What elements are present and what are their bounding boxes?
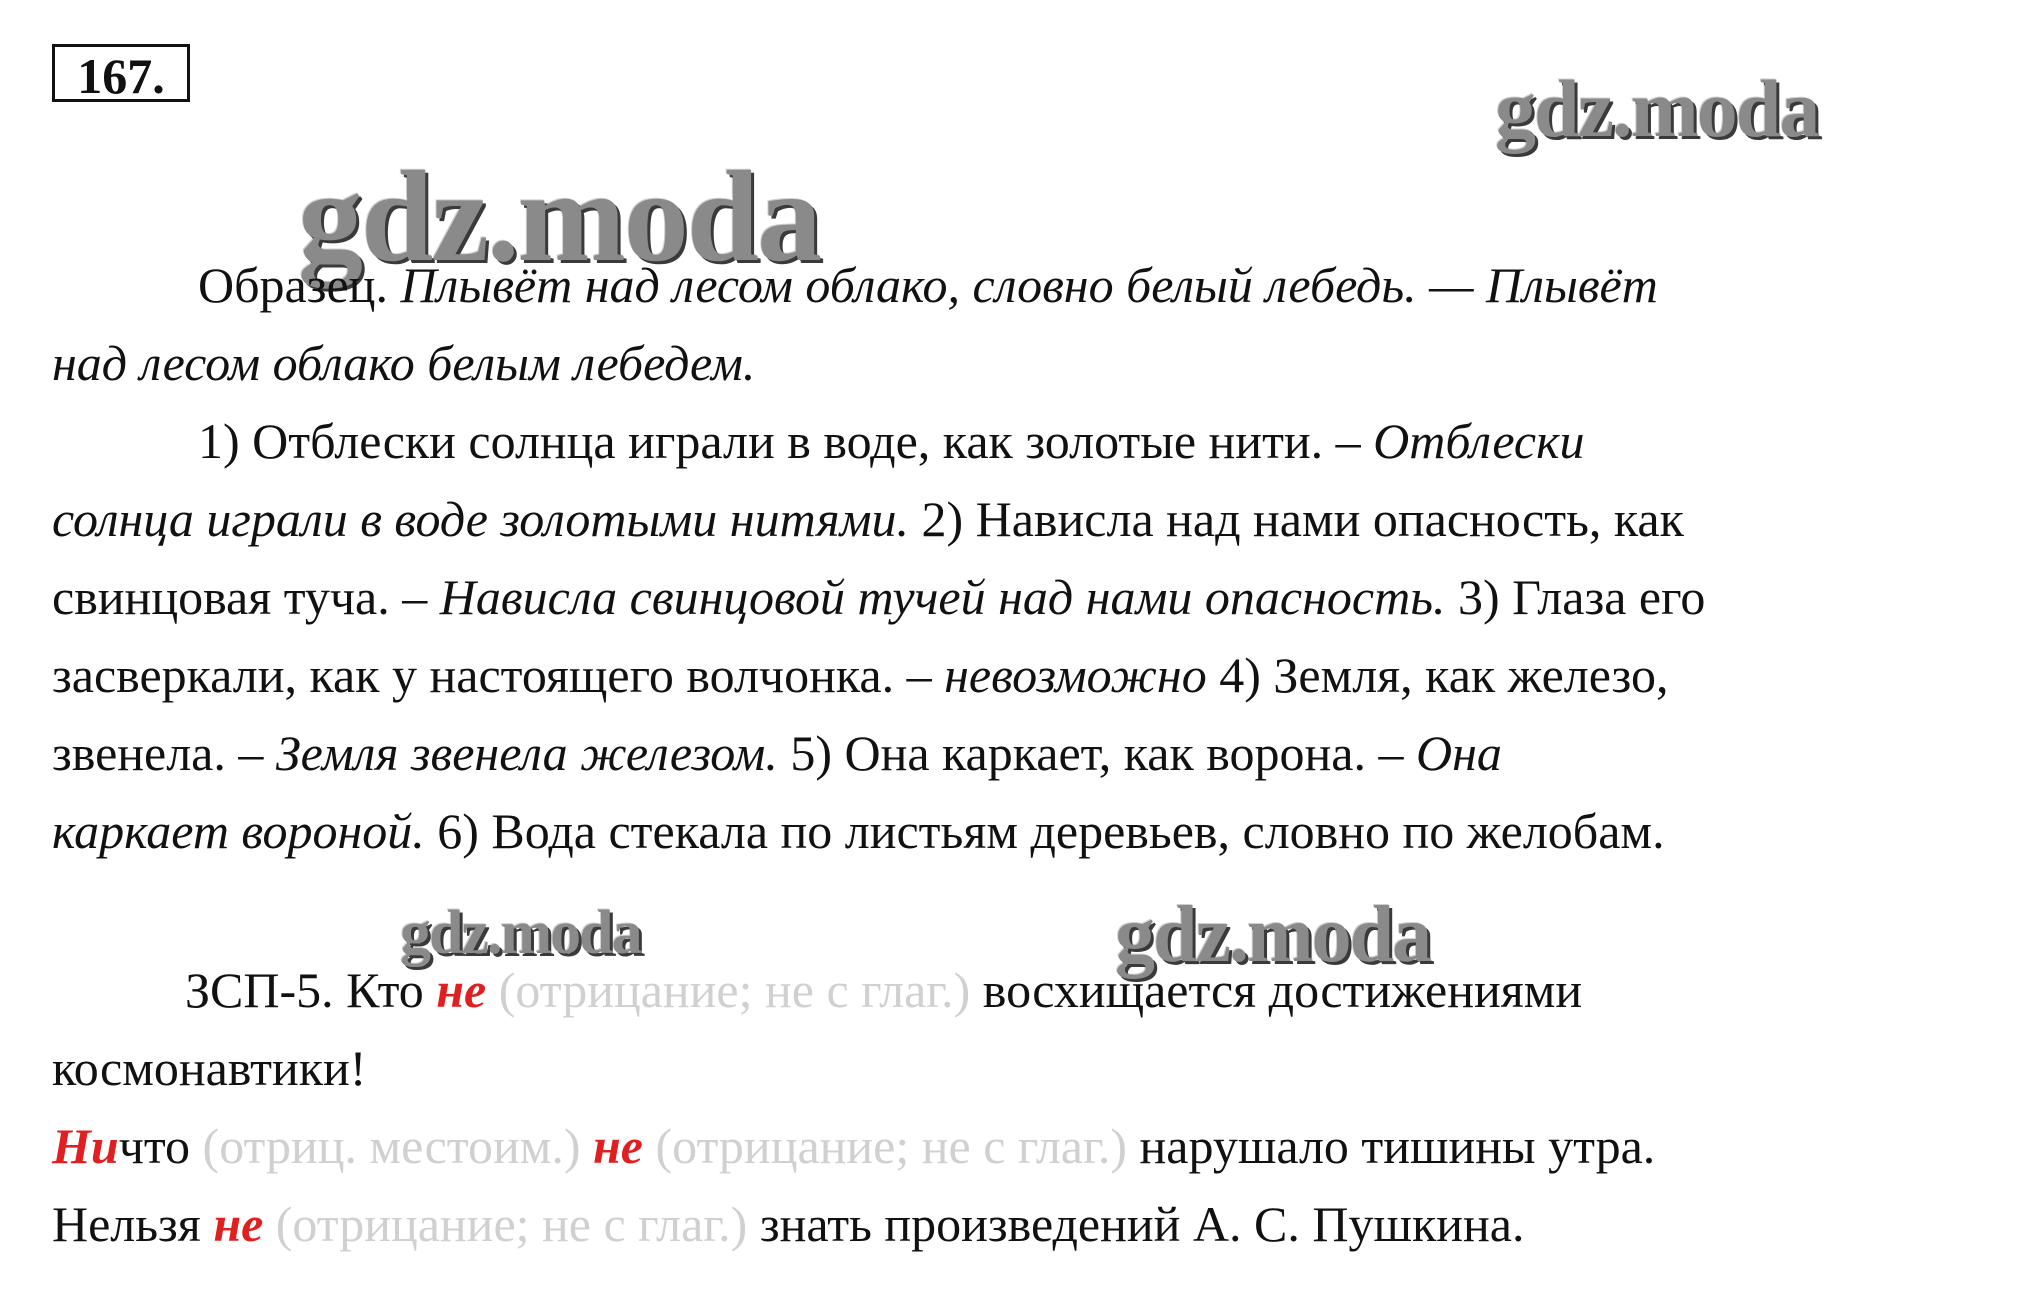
particle-highlight: не	[593, 1118, 643, 1174]
text-line-6	[52, 645, 1669, 705]
particle-highlight: не	[436, 962, 487, 1018]
particle-highlight: не	[213, 1196, 264, 1252]
watermark: gdz.moda	[298, 145, 821, 289]
zsp-text: знать произведений А. С. Пушкина.	[759, 1196, 1525, 1252]
text-line-5	[52, 567, 1705, 627]
answer-5-end: каркает вороной.	[52, 803, 425, 859]
sample-line-2: над лесом облако белым лебедем.	[52, 335, 756, 391]
sample-text: Плывёт над лесом облако, словно белый лебедь. — Плывёт	[400, 257, 1658, 313]
zsp-text: нарушало тишины утра.	[1139, 1118, 1656, 1174]
answer-3: невозможно	[944, 647, 1207, 703]
sentence-1: 1) Отблески солнца играли в воде, как золотые нити. –	[198, 413, 1374, 469]
sentence-4-end: звенела. –	[52, 725, 276, 781]
sentence-3: 3) Глаза его	[1445, 569, 1706, 625]
zsp-line-3	[52, 1116, 1655, 1176]
sentence-2-end: свинцовая туча. –	[52, 569, 440, 625]
exercise-number: 167.	[52, 44, 190, 102]
zsp-text: что	[118, 1118, 191, 1174]
sentence-5: 5) Она каркает, как ворона. –	[777, 725, 1416, 781]
sentence-2: 2) Нависла над нами опасность, как	[908, 491, 1684, 547]
sentence-3-end: засверкали, как у настоящего волчонка. –	[52, 647, 945, 703]
sample-line-1	[198, 255, 1658, 315]
answer-1-end: солнца играли в воде золотыми нитями.	[52, 491, 909, 547]
zsp-text: восхищается достижениями	[982, 962, 1583, 1018]
zsp-line-1	[185, 960, 1582, 1020]
text-line-8	[52, 801, 1665, 861]
answer-1-start: Отблески	[1373, 413, 1585, 469]
answer-2: Нависла свинцовой тучей над нами опасность.	[439, 569, 1446, 625]
watermark: gdz.moda	[1495, 63, 1819, 154]
zsp-text: ЗСП-5. Кто	[185, 962, 437, 1018]
zsp-text: Нельзя	[52, 1196, 214, 1252]
sentence-4: 4) Земля, как железо,	[1206, 647, 1669, 703]
grammar-note: (отрицание; не с глаг.)	[263, 1196, 760, 1252]
text-line-7	[52, 723, 1502, 783]
zsp-line-4	[52, 1194, 1524, 1254]
grammar-note: (отрицание; не с глаг.)	[486, 962, 983, 1018]
watermark: gdz.moda	[400, 899, 641, 967]
zsp-line-2: космонавтики!	[52, 1040, 367, 1096]
answer-4: Земля звенела железом.	[275, 725, 778, 781]
text-line-4	[52, 489, 1684, 549]
grammar-note: (отрицание; не с глаг.)	[642, 1118, 1140, 1174]
grammar-note: (отриц. местоим.)	[190, 1118, 594, 1174]
answer-5-start: Она	[1416, 725, 1502, 781]
sample-label: Образец.	[198, 257, 401, 313]
text-line-3	[198, 411, 1584, 471]
sentence-6: 6) Вода стекала по листьям деревьев, словно по желобам.	[424, 803, 1665, 859]
prefix-highlight: Ни	[52, 1118, 119, 1174]
watermark: gdz.moda	[1115, 891, 1431, 979]
